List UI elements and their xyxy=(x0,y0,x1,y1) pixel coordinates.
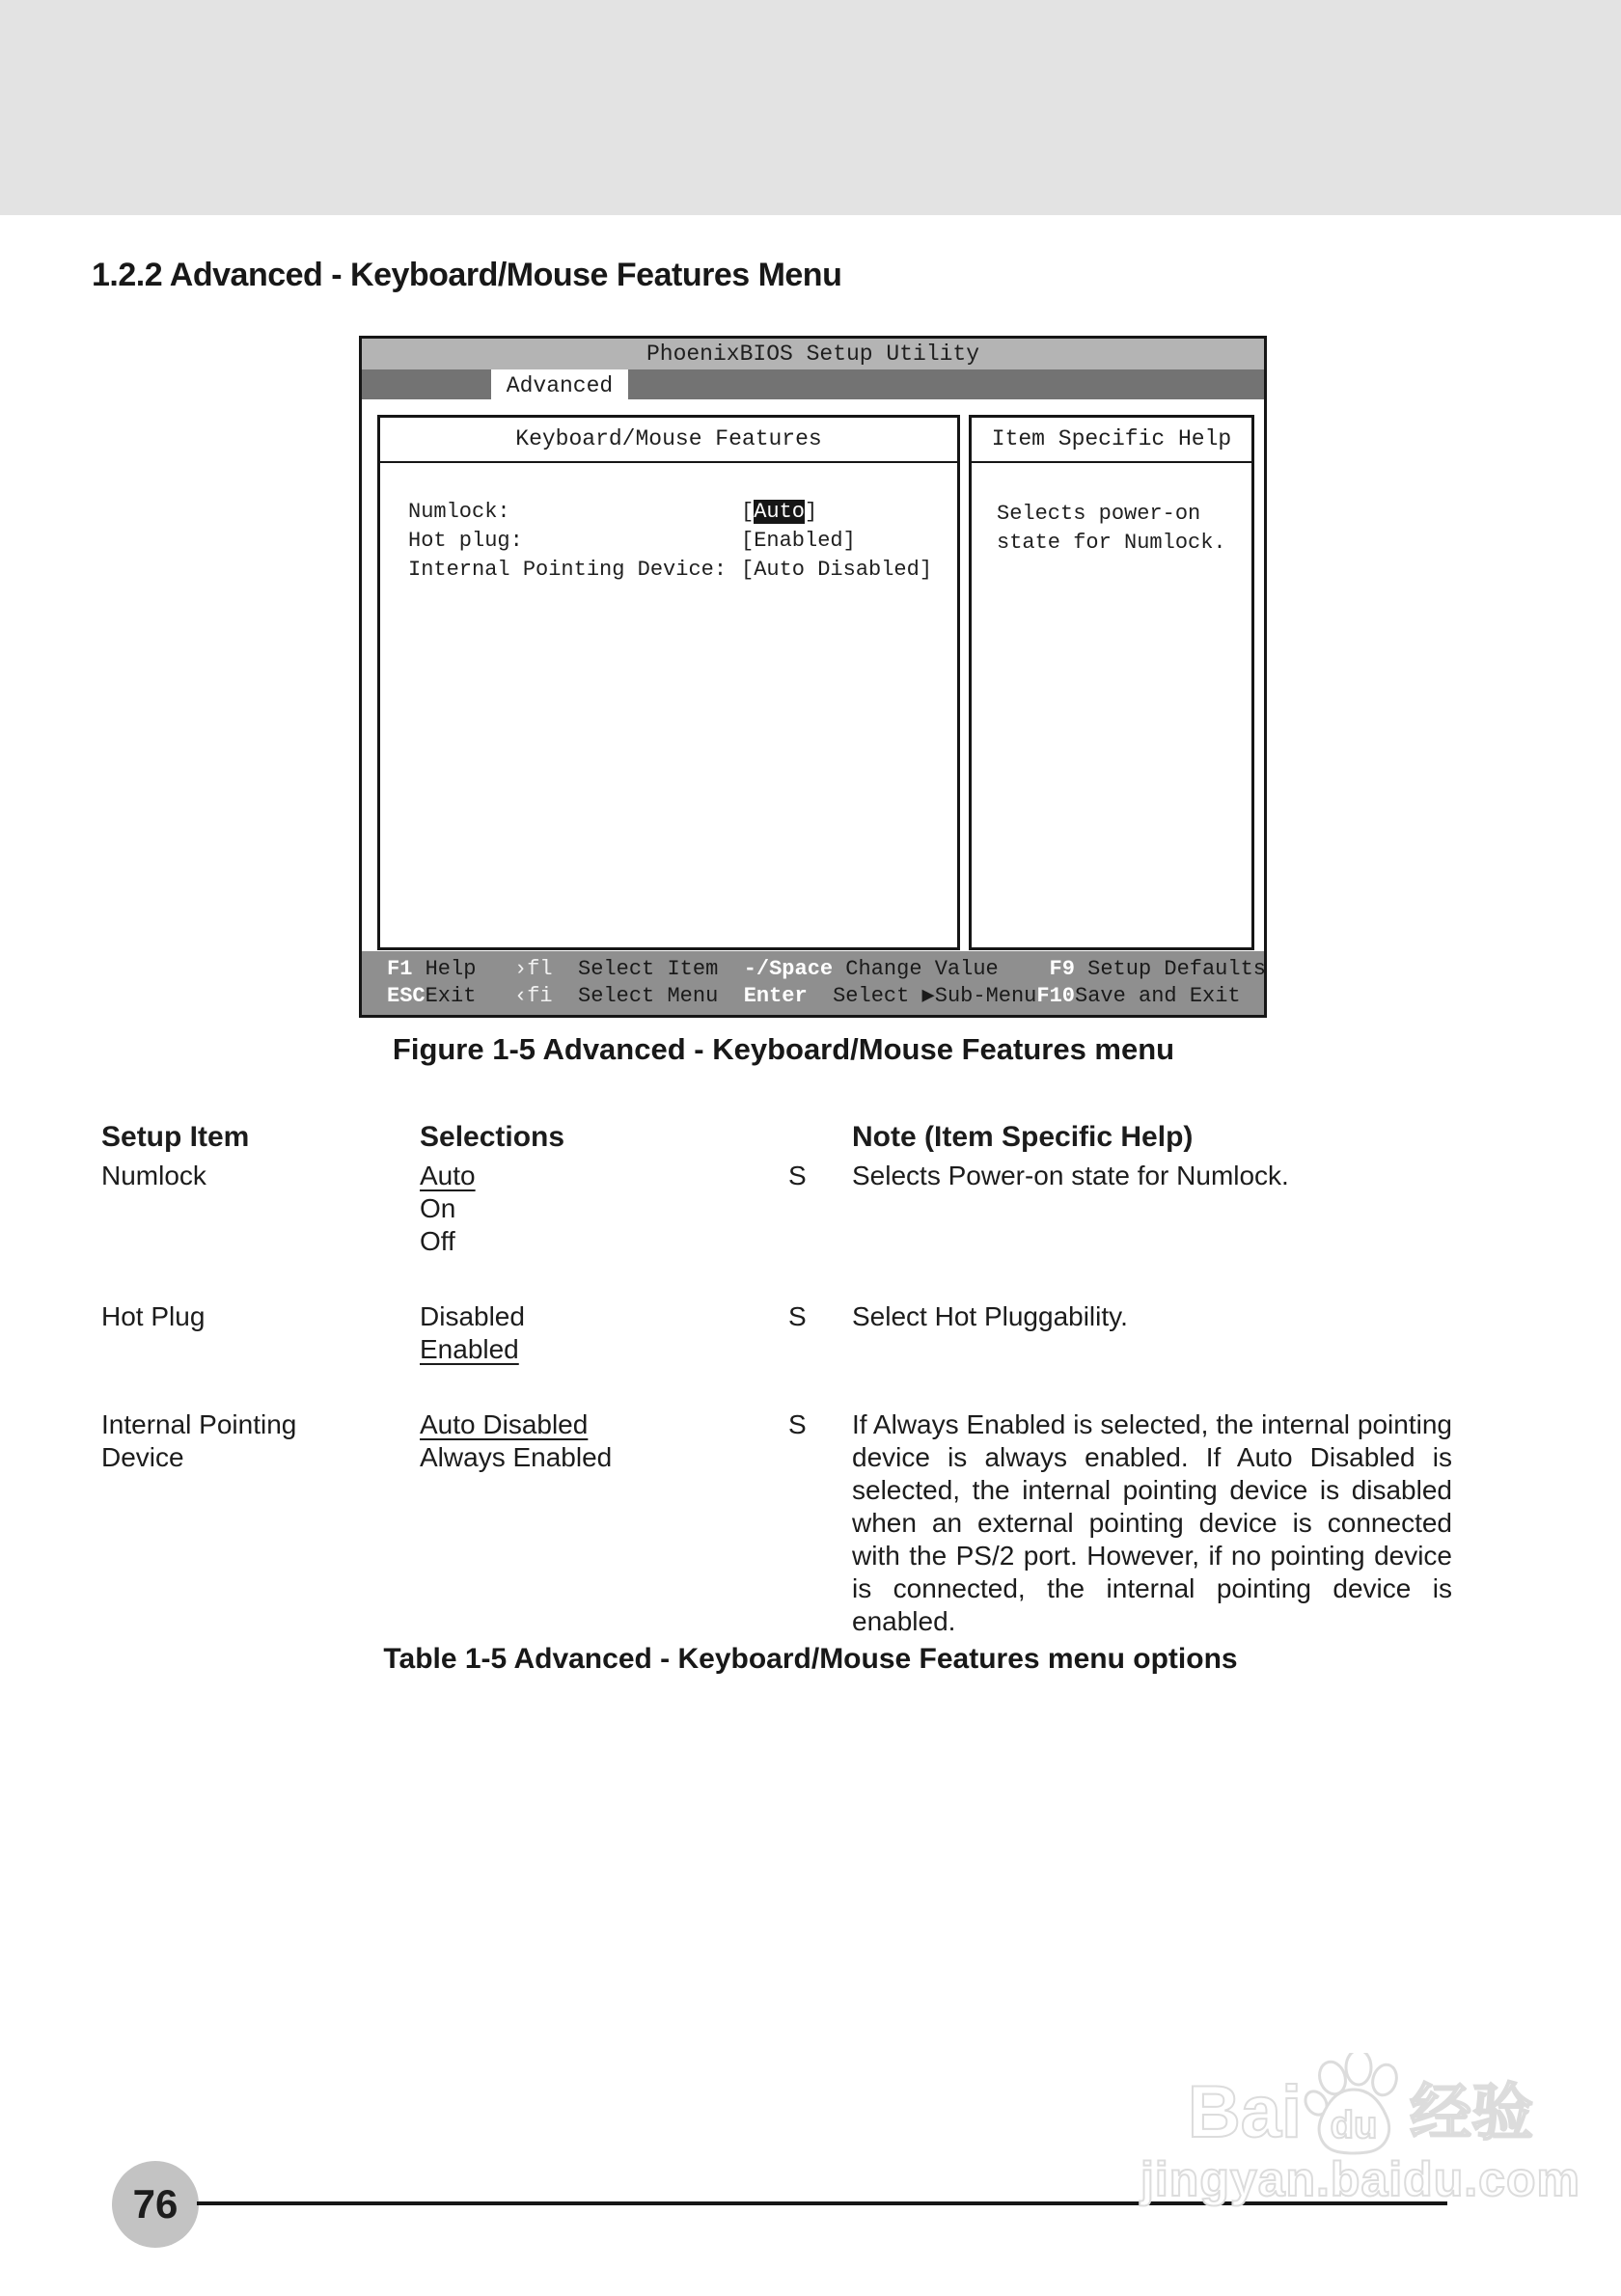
selection-default: Auto xyxy=(420,1161,476,1190)
bios-tab-advanced: Advanced xyxy=(491,369,628,406)
cell-note: If Always Enabled is selected, the internal pointing device is always enabled. If Auto Disabled is selected, the internal pointing device is disabled when an external pointing device is connected with the PS/2 port. However, if no pointing device is connected, the internal pointing device is enabled. xyxy=(852,1409,1452,1636)
key-description: Change Value xyxy=(833,957,1050,981)
key-label: Enter xyxy=(743,984,808,1008)
key-description: Select Menu xyxy=(552,984,744,1008)
table-row xyxy=(101,1160,1452,1258)
cell-setup-item xyxy=(101,1160,420,1258)
bios-key-hint-bar xyxy=(362,951,1264,1015)
bios-key-hint-line-2 xyxy=(387,983,1264,1010)
bios-item-value xyxy=(741,558,932,582)
bios-item-value xyxy=(741,529,856,553)
column-header-s xyxy=(788,1119,852,1155)
setup-item-line: Internal Pointing xyxy=(101,1409,297,1439)
setup-item-line: Hot Plug xyxy=(101,1301,206,1331)
watermark-brand-right: 经验 xyxy=(1410,2078,1534,2147)
selection-option: Off xyxy=(420,1226,455,1256)
bios-panel-help-title: Item Specific Help xyxy=(972,418,1251,463)
cell-setup-item xyxy=(101,1300,420,1366)
table-row xyxy=(101,1408,1452,1638)
cell-s-flag: S xyxy=(788,1161,807,1190)
bios-item-value-text: [ xyxy=(741,500,755,524)
watermark-brand-mid-du: du xyxy=(1330,2104,1378,2146)
column-header-selections: Selections xyxy=(420,1121,565,1153)
key-label: F9 xyxy=(1049,957,1075,981)
watermark-url: jingyan.baidu.com xyxy=(1140,2152,1580,2206)
bios-panel-features xyxy=(377,415,960,950)
selection-option: Disabled xyxy=(420,1301,525,1331)
selection-option: On xyxy=(420,1193,456,1223)
bios-items-list xyxy=(380,463,957,587)
watermark-brand-left: Bai xyxy=(1187,2071,1303,2153)
selection-default: Auto Disabled xyxy=(420,1409,589,1439)
bios-screenshot xyxy=(359,336,1267,1018)
column-header-setup-item: Setup Item xyxy=(101,1121,250,1153)
cell-selections xyxy=(420,1300,788,1366)
page-top-band xyxy=(0,0,1621,215)
cell-setup-item xyxy=(101,1408,420,1638)
selection-default: Enabled xyxy=(420,1334,519,1364)
bios-item-row xyxy=(380,500,957,529)
key-label: ESC xyxy=(387,984,426,1008)
bios-menu-bar xyxy=(362,369,1264,399)
table-caption: Table 1-5 Advanced - Keyboard/Mouse Features menu options xyxy=(383,1643,1238,1675)
bios-panel-features-title: Keyboard/Mouse Features xyxy=(380,418,957,463)
bios-item-value-text: ] xyxy=(805,500,818,524)
baidu-watermark xyxy=(1139,2053,1582,2207)
cell-note: Select Hot Pluggability. xyxy=(852,1301,1128,1331)
key-description: Exit xyxy=(425,984,515,1008)
key-label: F1 xyxy=(387,957,413,981)
key-description: Select Item xyxy=(552,957,744,981)
figure-caption: Figure 1-5 Advanced - Keyboard/Mouse Features menu xyxy=(392,1032,1175,1066)
key-description: Help xyxy=(412,957,515,981)
key-description: Setup Defaults xyxy=(1074,957,1266,981)
table-row xyxy=(101,1300,1452,1366)
key-description: Select ▶Sub-Menu xyxy=(807,984,1037,1008)
column-header-note: Note (Item Specific Help) xyxy=(852,1121,1194,1153)
selection-option: Always Enabled xyxy=(420,1442,613,1472)
bios-content-area xyxy=(362,399,1264,954)
bios-item-value-text: [Auto Disabled] xyxy=(741,558,933,582)
cell-s-flag: S xyxy=(788,1409,807,1439)
key-description: Save and Exit xyxy=(1075,984,1241,1008)
bios-key-hint-line-1 xyxy=(387,956,1264,983)
bios-item-value-highlight: Auto xyxy=(754,500,806,524)
bios-help-line: state for Numlock. xyxy=(997,531,1226,555)
arrow-glyph: ›fl xyxy=(514,957,553,981)
bios-title-bar: PhoenixBIOS Setup Utility xyxy=(362,339,1264,369)
bios-item-label: Internal Pointing Device: xyxy=(408,558,728,582)
bios-item-value-text: [Enabled] xyxy=(741,529,856,553)
baidu-watermark-logo xyxy=(1139,2053,1582,2153)
cell-s-flag: S xyxy=(788,1301,807,1331)
bios-help-text xyxy=(972,463,1251,558)
arrow-glyph: ‹fi xyxy=(514,984,553,1008)
bios-item-label: Numlock: xyxy=(408,500,510,524)
bios-help-line: Selects power-on xyxy=(997,502,1201,526)
key-label: -/Space xyxy=(743,957,834,981)
bios-item-label: Hot plug: xyxy=(408,529,523,553)
setup-item-line: Device xyxy=(101,1442,184,1472)
table-header-row xyxy=(101,1119,1452,1155)
cell-selections xyxy=(420,1160,788,1258)
bios-item-value xyxy=(741,500,817,524)
bios-item-row xyxy=(380,529,957,558)
key-label: F10 xyxy=(1036,984,1075,1008)
bios-item-row xyxy=(380,558,957,587)
cell-note: Selects Power-on state for Numlock. xyxy=(852,1161,1289,1190)
page-number-badge: 76 xyxy=(112,2161,199,2248)
cell-selections xyxy=(420,1408,788,1638)
baidu-paw-icon xyxy=(1304,2053,1404,2163)
section-heading: 1.2.2 Advanced - Keyboard/Mouse Features Menu xyxy=(92,257,842,293)
setup-item-line: Numlock xyxy=(101,1161,206,1190)
setup-options-table xyxy=(101,1119,1452,1638)
bios-panel-help xyxy=(969,415,1254,950)
